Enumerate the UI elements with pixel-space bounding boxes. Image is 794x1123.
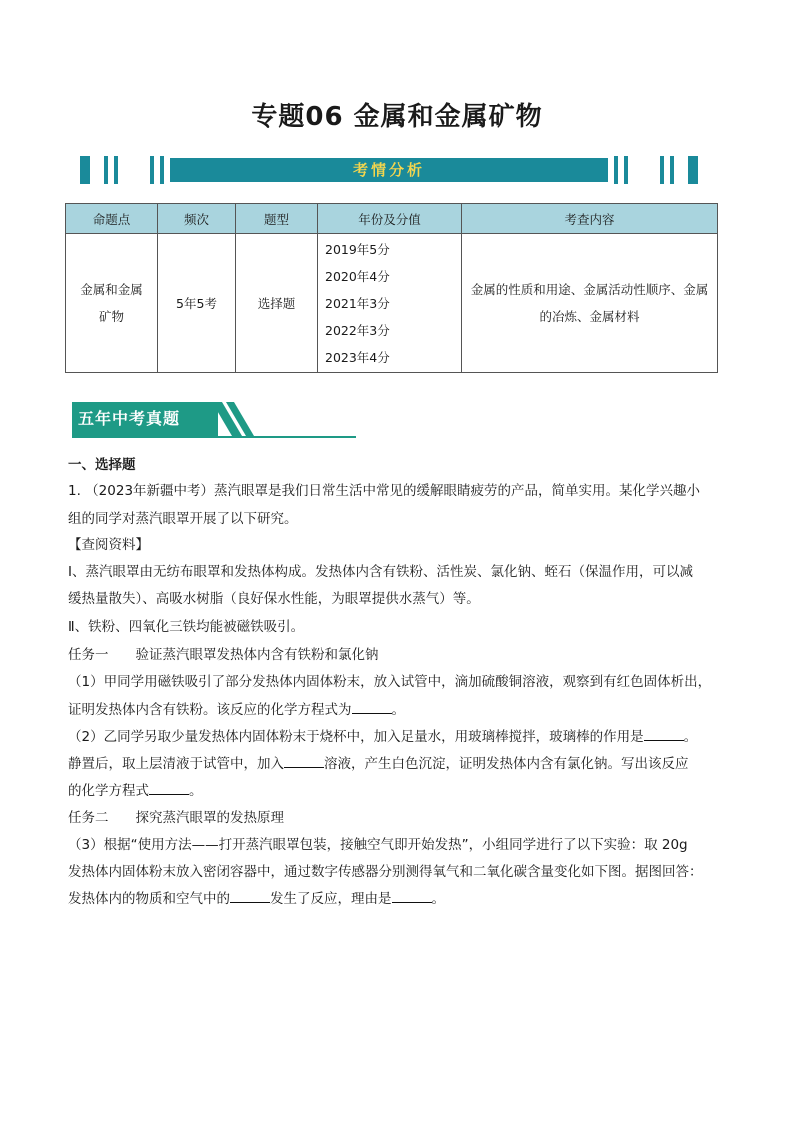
table-row — [66, 234, 718, 373]
question-line: Ⅱ、铁粉、四氧化三铁均能被磁铁吸引。 — [68, 619, 305, 635]
table-header: 考查内容 — [462, 204, 718, 234]
year-score: 2023年4分 — [325, 349, 390, 365]
section-title: 五年中考真题 — [72, 402, 218, 436]
question-line: 静置后，取上层清液于试管中，加入 溶液，产生白色沉淀，证明发热体内含有氯化钠。写出该反应 — [68, 751, 738, 777]
question-line: 缓热量散失）、高吸水树脂（良好保水性能，为眼罩提供水蒸气）等。 — [68, 591, 480, 607]
question-line: （3）根据“使用方法——打开蒸汽眼罩包装，接触空气即开始发热”，小组同学进行了以下实验：取 20g — [68, 837, 688, 853]
banner-bar — [660, 156, 664, 184]
banner-bar — [624, 156, 628, 184]
section-underline — [72, 436, 356, 438]
banner — [72, 156, 706, 184]
exam-analysis-table — [65, 203, 718, 373]
answer-blank[interactable] — [392, 888, 432, 903]
page-title: 专题06 金属和金属矿物 — [251, 102, 543, 132]
answer-blank[interactable] — [149, 780, 189, 795]
banner-bar — [688, 156, 698, 184]
question-line: 组的同学对蒸汽眼罩开展了以下研究。 — [68, 511, 298, 527]
banner-bar — [150, 156, 154, 184]
task-heading: 任务二 探究蒸汽眼罩的发热原理 — [68, 810, 284, 826]
frequency-cell: 5年5考 — [158, 234, 236, 373]
table-header: 年份及分值 — [318, 204, 462, 234]
year-score: 2022年3分 — [325, 322, 390, 338]
year-score: 2021年3分 — [325, 295, 390, 311]
question-line: 1. （2023年新疆中考）蒸汽眼罩是我们日常生活中常见的缓解眼睛疲劳的产品，简单实用。某化学兴趣小 — [68, 483, 701, 499]
banner-bar — [104, 156, 108, 184]
table-header: 命题点 — [66, 204, 158, 234]
banner-bar — [670, 156, 674, 184]
answer-blank[interactable] — [284, 753, 324, 768]
question-line: 【查阅资料】 — [68, 537, 149, 553]
banner-title: 考情分析 — [170, 158, 608, 182]
question-line: Ⅰ、蒸汽眼罩由无纺布眼罩和发热体构成。发热体内含有铁粉、活性炭、氯化钠、蛭石（保温作用，可以减 — [68, 564, 693, 580]
topic-cell: 金属和金属矿物 — [66, 234, 158, 373]
table-header: 题型 — [236, 204, 318, 234]
banner-bar — [80, 156, 90, 184]
question-line: 证明发热体内含有铁粉。该反应的化学方程式为 。 — [68, 697, 738, 723]
section-header — [72, 402, 257, 436]
banner-bar — [614, 156, 618, 184]
answer-blank[interactable] — [230, 888, 270, 903]
years-cell — [318, 234, 462, 373]
table-header-row — [66, 204, 718, 234]
answer-blank[interactable] — [644, 726, 684, 741]
year-score: 2020年4分 — [325, 268, 390, 284]
content-cell: 金属的性质和用途、金属活动性顺序、金属的冶炼、金属材料 — [462, 234, 718, 373]
question-line: 发热体内的物质和空气中的 发生了反应，理由是 。 — [68, 886, 738, 912]
table-header: 频次 — [158, 204, 236, 234]
question-type-heading: 一、选择题 — [68, 457, 136, 473]
question-line: 发热体内固体粉末放入密闭容器中，通过数字传感器分别测得氧气和二氧化碳含量变化如下图。据图回答： — [68, 864, 703, 880]
question-line: （1）甲同学用磁铁吸引了部分发热体内固体粉末，放入试管中，滴加硫酸铜溶液，观察到有红色固体析出， — [68, 674, 712, 690]
year-score: 2019年5分 — [325, 241, 390, 257]
banner-bar — [160, 156, 164, 184]
banner-bar — [114, 156, 118, 184]
question-type-cell: 选择题 — [236, 234, 318, 373]
answer-blank[interactable] — [352, 699, 392, 714]
task-heading: 任务一 验证蒸汽眼罩发热体内含有铁粉和氯化钠 — [68, 647, 379, 663]
question-line: （2）乙同学另取少量发热体内固体粉末于烧杯中，加入足量水，用玻璃棒搅拌，玻璃棒的作用是 。 — [68, 724, 738, 750]
question-line: 的化学方程式 。 — [68, 778, 738, 804]
section-stripes-icon — [212, 402, 262, 436]
